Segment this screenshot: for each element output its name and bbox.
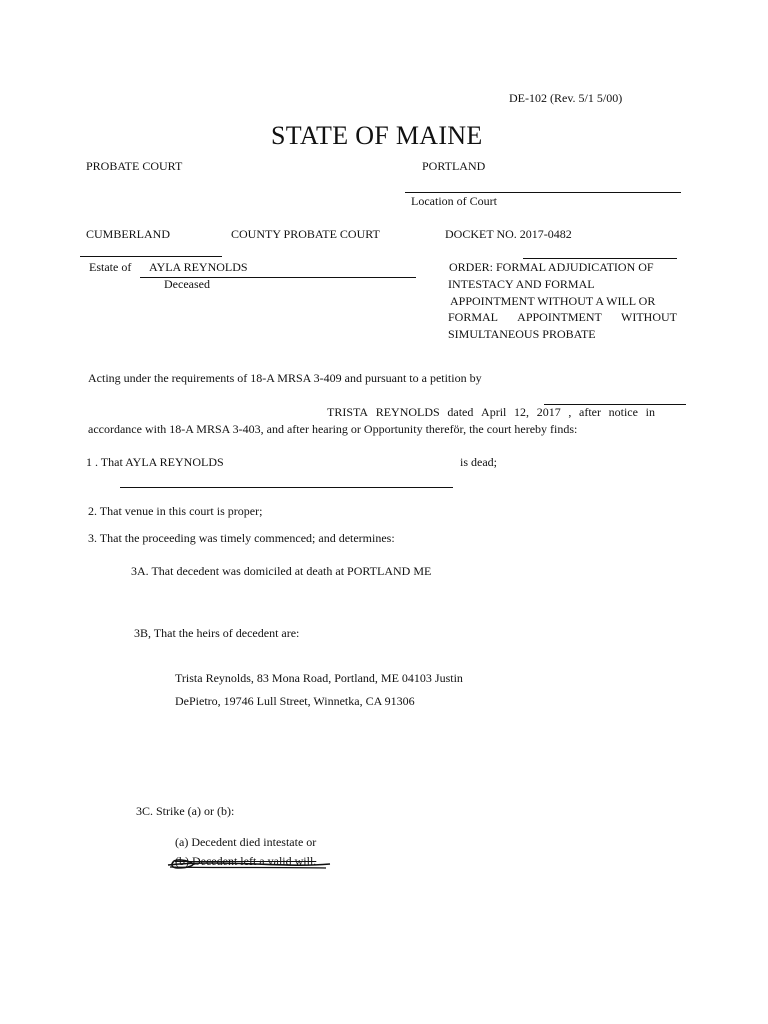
court-location-value: PORTLAND: [422, 159, 486, 173]
petitioner-word: dated: [447, 405, 474, 419]
order-title-line-3: APPOINTMENT WITHOUT A WILL OR: [450, 294, 656, 308]
docket-underline: [523, 258, 677, 259]
deceased-label: Deceased: [164, 277, 210, 291]
decedent-name: AYLA REYNOLDS: [149, 260, 248, 274]
order-title-line-1: ORDER: FORMAL ADJUDICATION OF: [449, 260, 654, 274]
preamble-line-2: [327, 406, 655, 420]
estate-label: Estate of: [89, 260, 132, 274]
finding-3c: 3C. Strike (a) or (b):: [136, 804, 235, 818]
finding-1: 1 . That AYLA REYNOLDS: [86, 455, 224, 469]
location-underline: [405, 192, 681, 193]
petitioner-word: REYNOLDS: [375, 405, 440, 419]
finding-1-underline: [120, 487, 453, 488]
petitioner-word: April: [481, 405, 507, 419]
finding-3a: 3A. That decedent was domiciled at death at PORTLAND ME: [131, 564, 432, 578]
preamble-line-3: accordance with 18-A MRSA 3-403, and after hearing or Opportunity thereför, the court hereby finds:: [88, 422, 578, 436]
option-a: (a) Decedent died intestate or: [175, 835, 317, 849]
location-of-court-label: Location of Court: [411, 194, 497, 208]
finding-1-suffix: is dead;: [460, 455, 497, 469]
county-name: CUMBERLAND: [86, 227, 171, 241]
finding-2: 2. That venue in this court is proper;: [88, 504, 263, 518]
petitioner-word: 2017: [536, 405, 561, 419]
heirs-line-2: DePietro, 19746 Lull Street, Winnetka, CA 91306: [175, 694, 415, 708]
county-underline: [80, 256, 222, 257]
petitioner-word: ,: [568, 405, 572, 419]
strike-through-mark: [166, 855, 334, 875]
finding-3b: 3B, That the heirs of decedent are:: [134, 626, 300, 640]
form-number: DE-102 (Rev. 5/1 5/00): [509, 91, 623, 105]
order-title-line-5: SIMULTANEOUS PROBATE: [448, 327, 596, 341]
county-probate-court-label: COUNTY PROBATE COURT: [231, 227, 380, 241]
probate-court-label: PROBATE COURT: [86, 159, 183, 173]
finding-3: 3. That the proceeding was timely commenced; and determines:: [88, 531, 395, 545]
order-title-line-4: [448, 311, 677, 325]
petitioner-word: TRISTA: [327, 405, 369, 419]
petitioner-word: in: [645, 405, 655, 419]
page-title: STATE OF MAINE: [271, 121, 483, 150]
petitioner-word: after: [579, 405, 601, 419]
order-word: WITHOUT: [621, 310, 677, 324]
petitioner-word: 12,: [514, 405, 530, 419]
docket-number: DOCKET NO. 2017-0482: [445, 227, 572, 241]
order-word: FORMAL: [448, 310, 499, 324]
order-word: APPOINTMENT: [517, 310, 602, 324]
heirs-line-1: Trista Reynolds, 83 Mona Road, Portland, ME 04103 Justin: [175, 671, 463, 685]
option-b-struck: (b) Decedent left a valid will.: [175, 854, 317, 868]
petitioner-word: notice: [608, 405, 638, 419]
order-title-line-2: INTESTACY AND FORMAL: [448, 277, 595, 291]
preamble-line-1: Acting under the requirements of 18-A MRSA 3-409 and pursuant to a petition by: [88, 371, 482, 385]
